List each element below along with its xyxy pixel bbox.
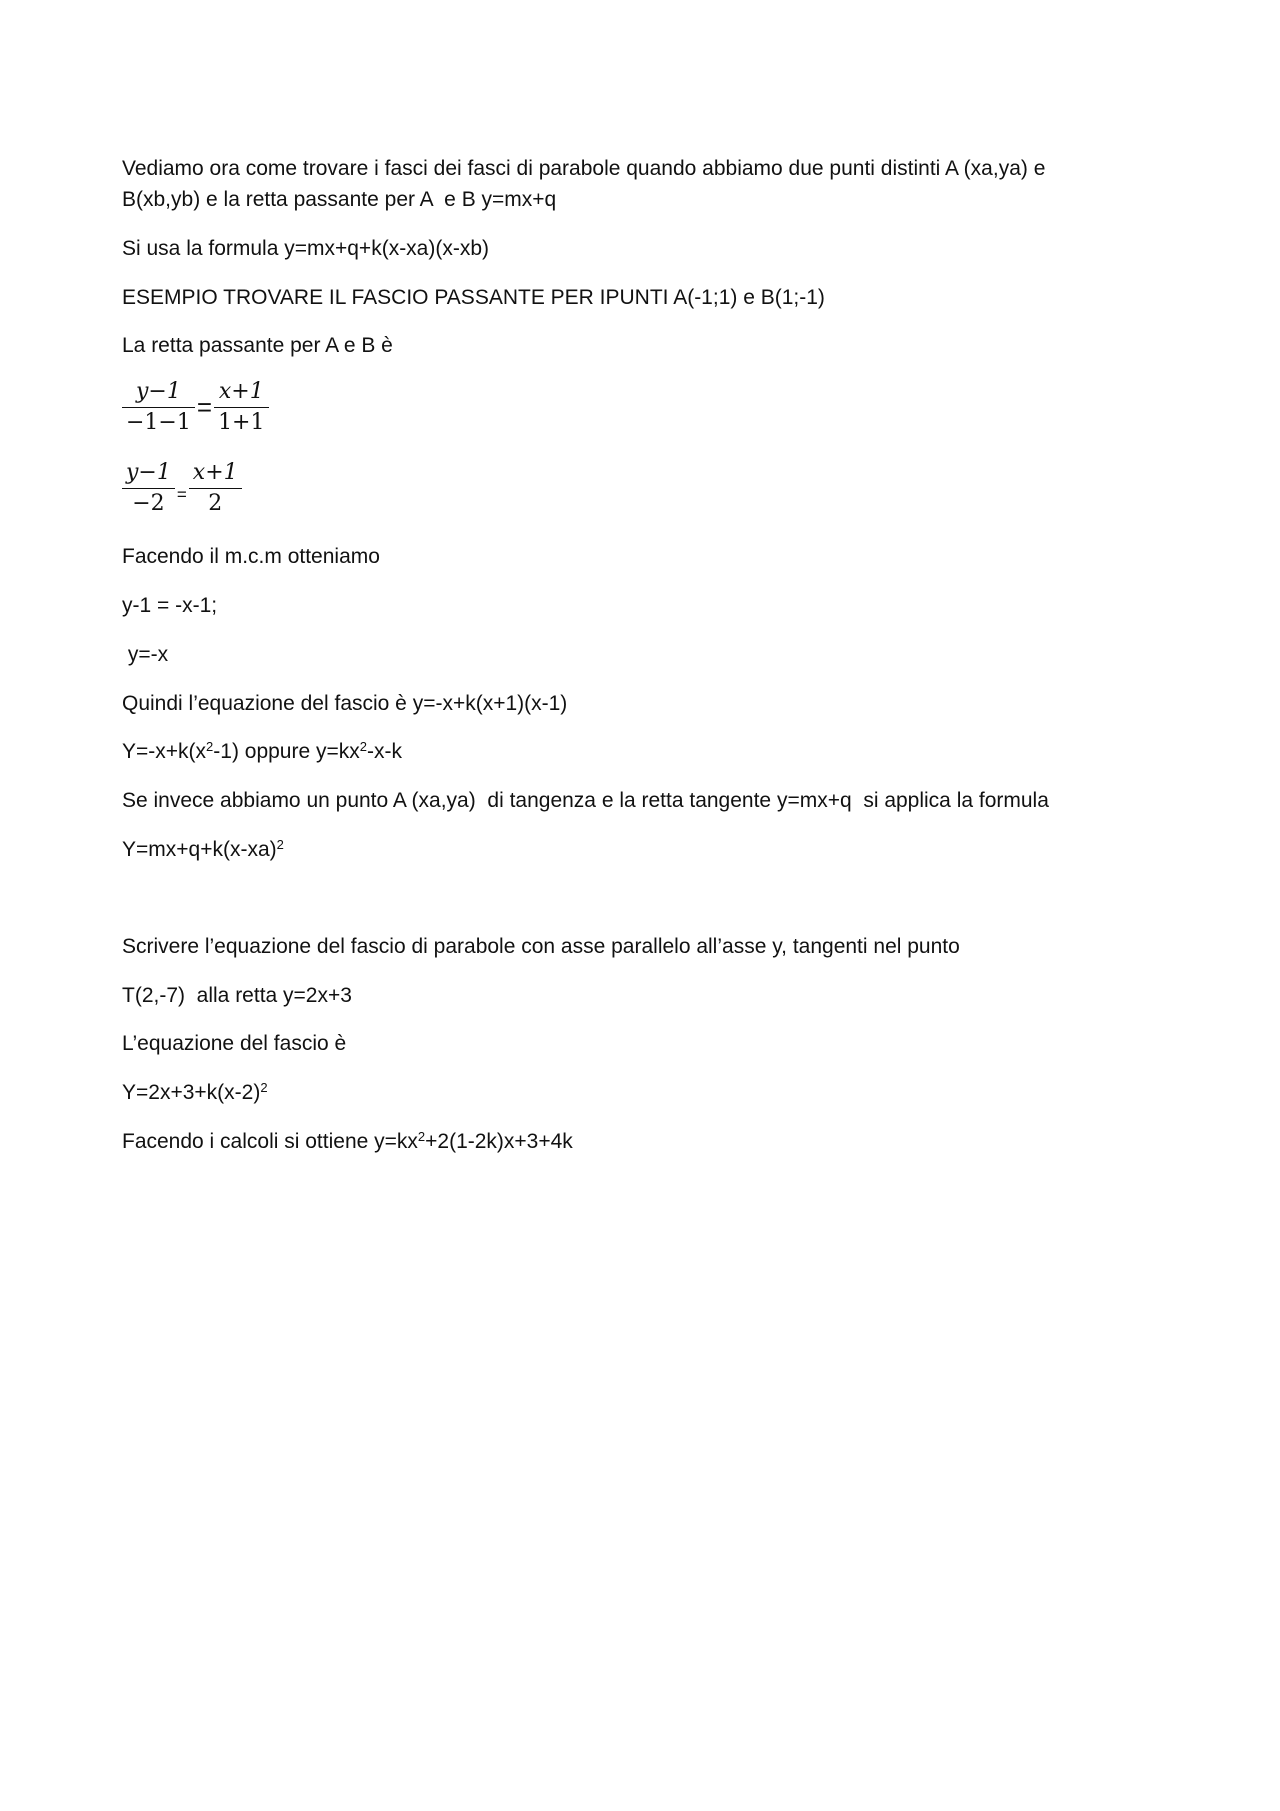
text-segment: -x-k — [367, 740, 402, 763]
paragraph-tangent-formula — [122, 834, 284, 865]
equals-sign: = — [176, 484, 187, 504]
paragraph-intro-line2: B(xb,yb) e la retta passante per A e B y=mx+q — [122, 188, 557, 211]
paragraph-mcm: Facendo il m.c.m otteniamo — [122, 545, 380, 568]
fraction-left — [122, 378, 195, 437]
paragraph-step-2: y=-x — [122, 643, 169, 666]
paragraph-bundle-label: L’equazione del fascio è — [122, 1032, 347, 1055]
text-segment: Y=2x+3+k(x-2) — [122, 1081, 261, 1104]
superscript-2: 2 — [359, 739, 367, 754]
paragraph-bundle-equation: Quindi l’equazione del fascio è y=-x+k(x+1)(x-1) — [122, 692, 568, 715]
fraction-right — [189, 459, 242, 518]
text-segment: Y=-x+k(x — [122, 740, 207, 763]
text-segment: -1) oppure y=kx — [213, 740, 360, 763]
paragraph-intro-line1: Vediamo ora come trovare i fasci dei fasci di parabole quando abbiamo due punti distinti A (xa,ya) e — [122, 157, 1046, 180]
equation-2 — [122, 459, 242, 518]
paragraph-step-1: y-1 = -x-1; — [122, 594, 218, 617]
fraction-numerator: x+1 — [214, 378, 268, 408]
fraction-denominator: 2 — [208, 491, 223, 516]
superscript-2: 2 — [276, 837, 284, 852]
fraction-numerator: x+1 — [189, 459, 242, 489]
paragraph-tangent-intro: Se invece abbiamo un punto A (xa,ya) di tangenza e la retta tangente y=mx+q si applica la formula — [122, 789, 1049, 812]
paragraph-exercise-point: T(2,-7) alla retta y=2x+3 — [122, 984, 352, 1007]
equals-sign: = — [196, 392, 213, 422]
text-segment: +2(1-2k)x+3+4k — [425, 1130, 573, 1153]
text-segment: Facendo i calcoli si ottiene y=kx — [122, 1130, 418, 1153]
fraction-denominator: −2 — [132, 491, 165, 516]
paragraph-final-result — [122, 1126, 573, 1157]
paragraph-formula: Si usa la formula y=mx+q+k(x-xa)(x-xb) — [122, 237, 490, 260]
paragraph-bundle-tangent — [122, 1077, 268, 1108]
superscript-2: 2 — [206, 739, 214, 754]
fraction-denominator: 1+1 — [218, 410, 265, 435]
equation-1 — [122, 378, 269, 437]
fraction-right — [214, 378, 268, 437]
paragraph-exercise: Scrivere l’equazione del fascio di parabole con asse parallelo all’asse y, tangenti nel punto — [122, 935, 960, 958]
fraction-denominator: −1−1 — [126, 410, 191, 435]
fraction-numerator: y−1 — [122, 378, 195, 408]
fraction-left — [122, 459, 175, 518]
paragraph-bundle-expanded — [122, 736, 402, 767]
paragraph-example-title: ESEMPIO TROVARE IL FASCIO PASSANTE PER IPUNTI A(-1;1) e B(1;-1) — [122, 286, 825, 309]
superscript-2: 2 — [260, 1080, 268, 1095]
fraction-numerator: y−1 — [122, 459, 175, 489]
superscript-2: 2 — [417, 1129, 426, 1144]
text-segment: Y=mx+q+k(x-xa) — [122, 838, 277, 861]
paragraph-line-through-points: La retta passante per A e B è — [122, 334, 393, 357]
